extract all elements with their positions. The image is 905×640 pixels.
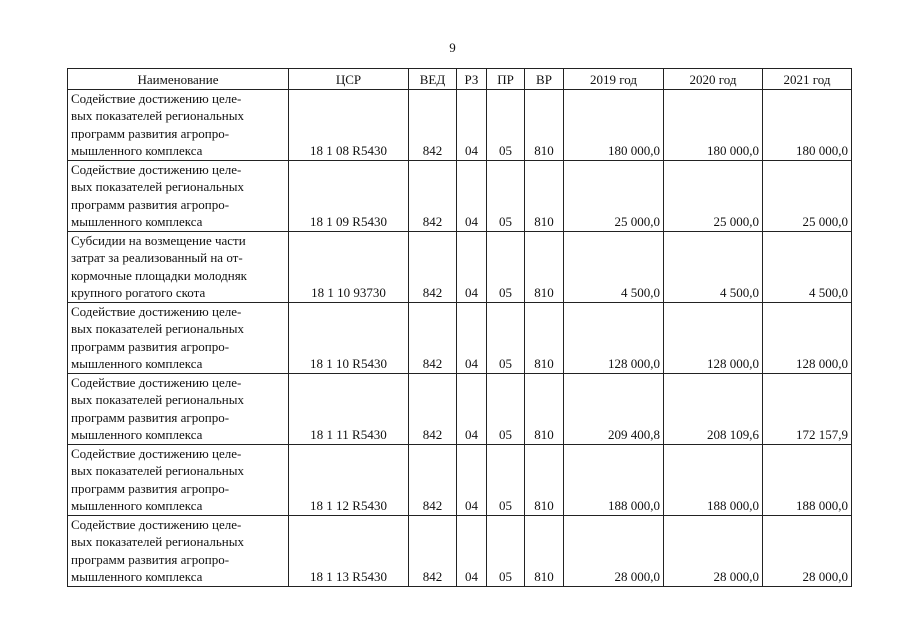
- cell-2021: 4 500,0: [763, 231, 852, 302]
- name-line: Содействие достижению целе-: [71, 303, 242, 319]
- name-line: Содействие достижению целе-: [71, 445, 242, 461]
- table-header-row: [68, 69, 852, 90]
- cell-rz: 04: [457, 231, 487, 302]
- header-pr: ПР: [487, 69, 525, 90]
- name-line: вых показателей региональных: [71, 463, 244, 478]
- cell-2020: 208 109,6: [664, 373, 763, 444]
- name-line: программ развития агропро-: [71, 196, 230, 212]
- cell-vr: 810: [525, 444, 564, 515]
- name-line: вых показателей региональных: [71, 392, 244, 407]
- name-line: крупного рогатого скота: [71, 285, 206, 300]
- cell-rz: 04: [457, 515, 487, 586]
- cell-pr: 05: [487, 89, 525, 160]
- cell-2020: 25 000,0: [664, 160, 763, 231]
- cell-pr: 05: [487, 515, 525, 586]
- cell-2021: 25 000,0: [763, 160, 852, 231]
- cell-csr: 18 1 13 R5430: [289, 515, 409, 586]
- cell-name: [68, 444, 289, 515]
- cell-2019: 209 400,8: [564, 373, 664, 444]
- table-row: [68, 231, 852, 302]
- cell-2020: 28 000,0: [664, 515, 763, 586]
- cell-rz: 04: [457, 302, 487, 373]
- cell-csr: 18 1 09 R5430: [289, 160, 409, 231]
- cell-rz: 04: [457, 373, 487, 444]
- header-rz: РЗ: [457, 69, 487, 90]
- cell-ved: 842: [409, 160, 457, 231]
- cell-vr: 810: [525, 89, 564, 160]
- cell-2020: 188 000,0: [664, 444, 763, 515]
- cell-2019: 180 000,0: [564, 89, 664, 160]
- cell-rz: 04: [457, 160, 487, 231]
- header-2021: 2021 год: [763, 69, 852, 90]
- table-row: [68, 89, 852, 160]
- table-row: [68, 515, 852, 586]
- cell-pr: 05: [487, 231, 525, 302]
- header-ved: ВЕД: [409, 69, 457, 90]
- cell-2020: 128 000,0: [664, 302, 763, 373]
- name-line: мышленного комплекса: [71, 569, 203, 584]
- cell-ved: 842: [409, 231, 457, 302]
- name-line: вых показателей региональных: [71, 179, 244, 194]
- header-csr: ЦСР: [289, 69, 409, 90]
- name-line: мышленного комплекса: [71, 143, 203, 158]
- cell-name: [68, 160, 289, 231]
- cell-ved: 842: [409, 444, 457, 515]
- name-line: программ развития агропро-: [71, 338, 230, 354]
- cell-2020: 180 000,0: [664, 89, 763, 160]
- cell-ved: 842: [409, 515, 457, 586]
- table-row: [68, 444, 852, 515]
- name-line: затрат за реализованный на от-: [71, 250, 243, 265]
- name-line: вых показателей региональных: [71, 534, 244, 549]
- cell-pr: 05: [487, 160, 525, 231]
- cell-csr: 18 1 08 R5430: [289, 89, 409, 160]
- cell-2021: 172 157,9: [763, 373, 852, 444]
- cell-2019: 25 000,0: [564, 160, 664, 231]
- cell-pr: 05: [487, 444, 525, 515]
- name-line: мышленного комплекса: [71, 356, 203, 371]
- cell-name: [68, 231, 289, 302]
- name-line: Субсидии на возмещение части: [71, 232, 246, 248]
- cell-ved: 842: [409, 302, 457, 373]
- name-line: вых показателей региональных: [71, 321, 244, 336]
- cell-vr: 810: [525, 160, 564, 231]
- name-line: кормочные площадки молодняк: [71, 267, 247, 283]
- cell-2019: 188 000,0: [564, 444, 664, 515]
- cell-2020: 4 500,0: [664, 231, 763, 302]
- table-row: [68, 160, 852, 231]
- name-line: мышленного комплекса: [71, 214, 203, 229]
- cell-vr: 810: [525, 302, 564, 373]
- cell-2021: 188 000,0: [763, 444, 852, 515]
- cell-name: [68, 302, 289, 373]
- cell-ved: 842: [409, 89, 457, 160]
- cell-name: [68, 89, 289, 160]
- cell-2021: 28 000,0: [763, 515, 852, 586]
- budget-table: [67, 68, 852, 587]
- cell-rz: 04: [457, 444, 487, 515]
- table-row: [68, 302, 852, 373]
- header-2019: 2019 год: [564, 69, 664, 90]
- name-line: программ развития агропро-: [71, 125, 230, 141]
- cell-rz: 04: [457, 89, 487, 160]
- cell-vr: 810: [525, 231, 564, 302]
- name-line: программ развития агропро-: [71, 409, 230, 425]
- name-line: Содействие достижению целе-: [71, 374, 242, 390]
- cell-2019: 4 500,0: [564, 231, 664, 302]
- cell-vr: 810: [525, 515, 564, 586]
- header-name: Наименование: [68, 69, 289, 90]
- cell-name: [68, 515, 289, 586]
- cell-pr: 05: [487, 302, 525, 373]
- cell-2021: 180 000,0: [763, 89, 852, 160]
- page-number: 9: [449, 40, 456, 55]
- cell-name: [68, 373, 289, 444]
- cell-2019: 28 000,0: [564, 515, 664, 586]
- cell-csr: 18 1 12 R5430: [289, 444, 409, 515]
- name-line: программ развития агропро-: [71, 480, 230, 496]
- cell-2021: 128 000,0: [763, 302, 852, 373]
- name-line: программ развития агропро-: [71, 551, 230, 567]
- name-line: Содействие достижению целе-: [71, 516, 242, 532]
- header-2020: 2020 год: [664, 69, 763, 90]
- header-vr: ВР: [525, 69, 564, 90]
- name-line: мышленного комплекса: [71, 498, 203, 513]
- name-line: вых показателей региональных: [71, 108, 244, 123]
- cell-vr: 810: [525, 373, 564, 444]
- cell-csr: 18 1 10 93730: [289, 231, 409, 302]
- name-line: Содействие достижению целе-: [71, 90, 242, 106]
- table-row: [68, 373, 852, 444]
- cell-pr: 05: [487, 373, 525, 444]
- cell-ved: 842: [409, 373, 457, 444]
- table-body: [68, 89, 852, 586]
- name-line: мышленного комплекса: [71, 427, 203, 442]
- cell-2019: 128 000,0: [564, 302, 664, 373]
- name-line: Содействие достижению целе-: [71, 161, 242, 177]
- cell-csr: 18 1 10 R5430: [289, 302, 409, 373]
- cell-csr: 18 1 11 R5430: [289, 373, 409, 444]
